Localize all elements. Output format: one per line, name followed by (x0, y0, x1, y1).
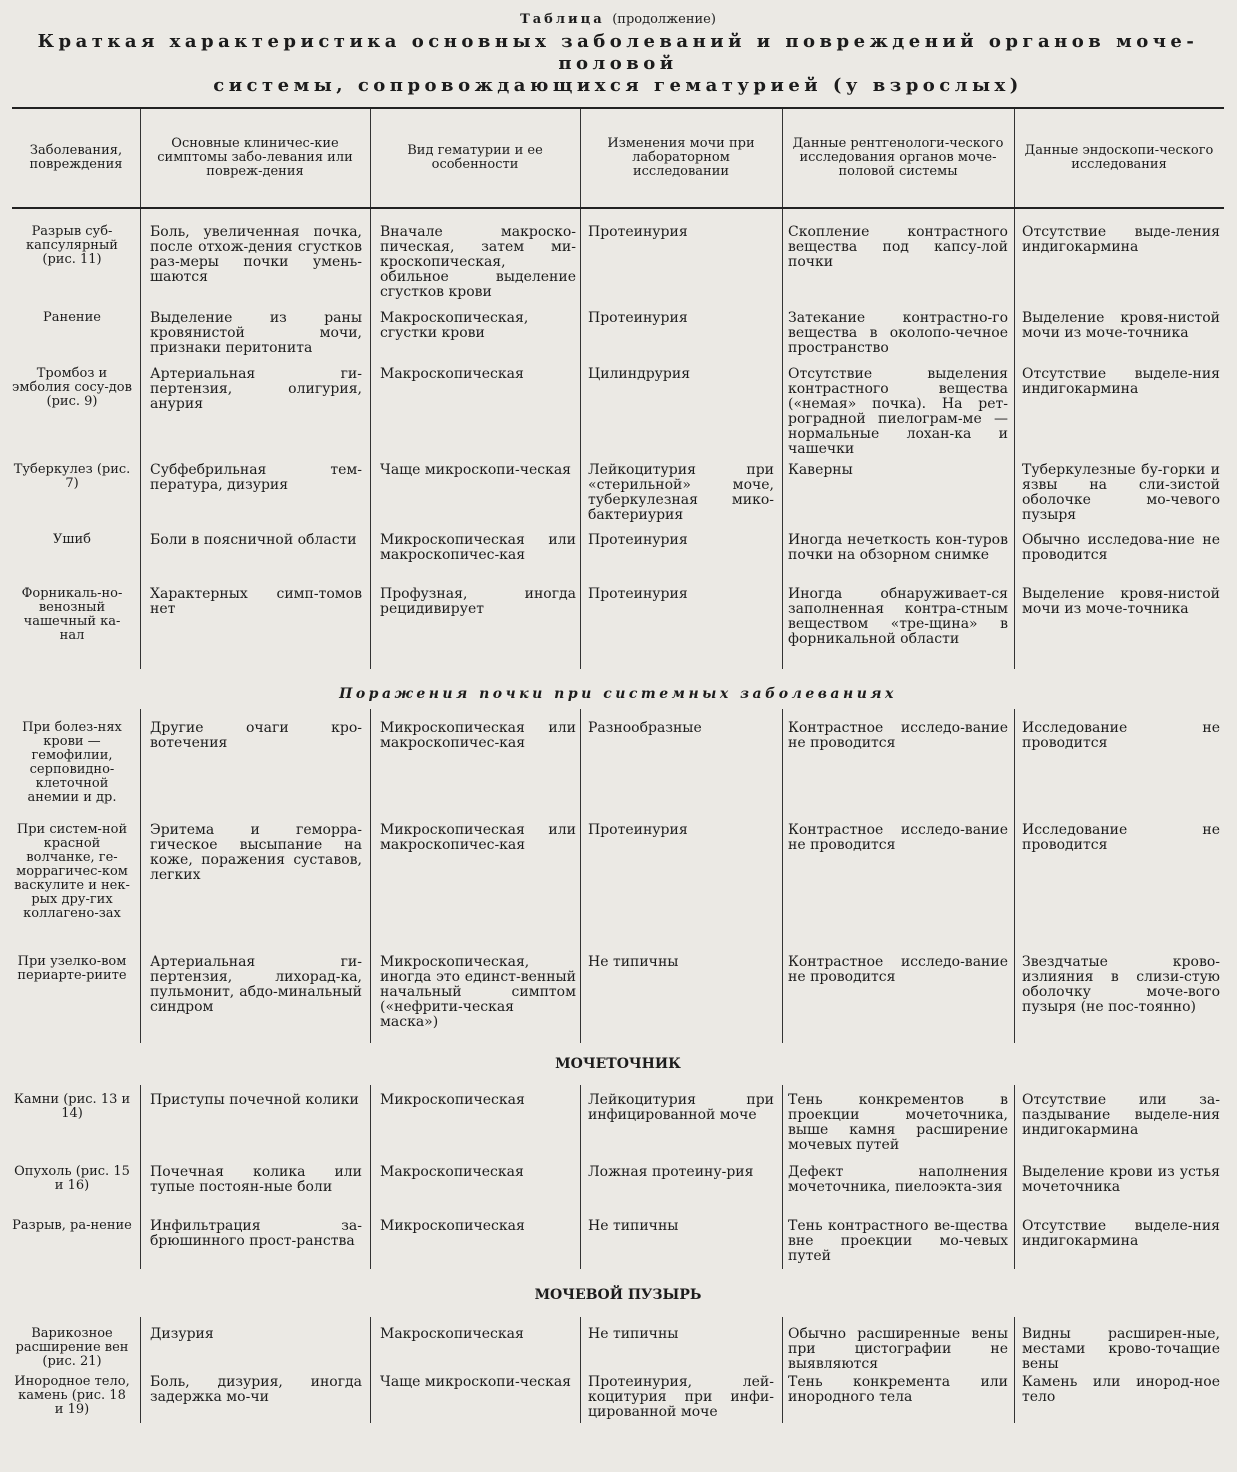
cell-xray: Иногда нечеткость кон-туров почки на обзорном снимке (788, 532, 1008, 563)
cell-symptoms: Выделение из раны кровянистой мочи, признаки перитонита (150, 310, 362, 356)
cell-disease: Варикозное расширение вен (рис. 21) (15, 1326, 129, 1369)
column-divider (580, 1317, 581, 1423)
cell-disease: Форникаль-но-венозный чашечный ка-нал (21, 586, 123, 643)
column-divider (370, 109, 371, 207)
cell-xray: Иногда обнаруживает-ся заполненная контра-стным веществом «тре-щина» в форникальной области (788, 586, 1008, 647)
caption-paren: (продолжение) (612, 12, 716, 27)
cell-endoscopy: Выделение крови из устья мочеточника (1022, 1164, 1220, 1195)
cell-urine: Протеинурия (588, 532, 688, 548)
cell-endoscopy: Обычно исследова-ние не проводится (1022, 532, 1220, 563)
cell-endoscopy: Отсутствие выделе-ния индигокармина (1022, 366, 1220, 397)
cell-xray: Тень конкрементов в проекции мочеточника, выше камня расширение мочевых путей (788, 1092, 1008, 1153)
cell-disease: При узелко-вом периарте-риите (17, 954, 127, 983)
cell-urine: Лейкоцитурия при «стерильной» моче, туберкулезная мико-бактериурия (588, 462, 774, 523)
table-title (12, 31, 1224, 97)
cell-urine: Не типичны (588, 1326, 679, 1342)
cell-disease: При болез-нях крови — гемофилии, серповидно-клеточной анемии и др. (22, 720, 122, 805)
cell-disease: Опухоль (рис. 15 и 16) (14, 1164, 130, 1193)
cell-xray: Тень конкремента или инородного тела (788, 1374, 1008, 1405)
header-cell: Изменения мочи при лабораторном исследовании (607, 136, 755, 179)
column-divider (370, 1317, 371, 1423)
cell-xray: Контрастное исследо-вание не проводится (788, 954, 1008, 985)
cell-endoscopy: Выделение кровя-нистой мочи из моче-точника (1022, 586, 1220, 617)
cell-hematuria: Микроскопическая (380, 1218, 525, 1234)
cell-hematuria: Вначале макроско-пическая, затем ми-кроскопическая, обильное выделение сгустков крови (380, 224, 576, 300)
column-divider (782, 709, 783, 1043)
cell-symptoms: Характерных симп-томов нет (150, 586, 362, 617)
cell-endoscopy: Выделение кровя-нистой мочи из моче-точника (1022, 310, 1220, 341)
cell-hematuria: Микроскопическая или макроскопичес-кая (380, 532, 576, 563)
column-divider (782, 109, 783, 207)
caption-word: Таблица (520, 12, 605, 27)
column-divider (1014, 1317, 1015, 1423)
cell-xray: Дефект наполнения мочеточника, пиелоэкта-зия (788, 1164, 1008, 1195)
cell-urine: Не типичны (588, 1218, 679, 1234)
cell-symptoms: Артериальная ги-пертензия, олигурия, анурия (150, 366, 362, 412)
cell-symptoms: Дизурия (150, 1326, 214, 1342)
cell-xray: Контрастное исследо-вание не проводится (788, 822, 1008, 853)
column-divider (140, 209, 141, 669)
cell-disease: Разрыв суб-капсулярный (рис. 11) (26, 224, 118, 267)
column-divider (782, 1085, 783, 1269)
column-divider (782, 1317, 783, 1423)
cell-hematuria: Микроскопическая, иногда это единст-венный начальный симптом («нефрити-ческая маска») (380, 954, 576, 1030)
cell-hematuria: Макроскопическая (380, 366, 524, 382)
cell-symptoms: Боль, увеличенная почка, после отхож-дения сгустков раз-меры почки умень-шаются (150, 224, 362, 285)
header-cell: Основные клиничес-кие симптомы забо-левания или повреж-дения (157, 136, 353, 179)
cell-endoscopy: Исследование не проводится (1022, 720, 1220, 751)
cell-xray: Отсутствие выделения контрастного вещества («немая» почка). На рет-роградной пиелограм-ме — нормальные лохан-ка и чашечки (788, 366, 1008, 457)
section-title: МОЧЕТОЧНИК (555, 1056, 681, 1072)
column-divider (580, 1085, 581, 1269)
cell-urine: Не типичны (588, 954, 679, 970)
title-line: системы, сопровождающихся гематурией (у взрослых) (213, 75, 1023, 96)
header-cell: Заболевания, повреждения (29, 143, 123, 172)
cell-disease: Разрыв, ра-нение (12, 1218, 132, 1233)
section-systemic (12, 709, 1224, 1043)
column-divider (140, 1085, 141, 1269)
cell-xray: Скопление контрастного вещества под капсу-лой почки (788, 224, 1008, 270)
cell-xray: Контрастное исследо-вание не проводится (788, 720, 1008, 751)
column-divider (580, 209, 581, 669)
header-cell: Данные рентгенологи-ческого исследования органов моче-половой системы (792, 136, 1004, 179)
cell-xray: Каверны (788, 462, 853, 478)
cell-urine: Протеинурия (588, 224, 688, 240)
cell-endoscopy: Камень или инород-ное тело (1022, 1374, 1220, 1405)
cell-symptoms: Артериальная ги-пертензия, лихорад-ка, пульмонит, абдо-минальный синдром (150, 954, 362, 1015)
cell-endoscopy: Видны расширен-ные, местами крово-точащие вены (1022, 1326, 1220, 1372)
column-divider (370, 209, 371, 669)
cell-symptoms: Приступы почечной колики (150, 1092, 359, 1108)
section-bladder (12, 1317, 1224, 1423)
section-ureter (12, 1085, 1224, 1269)
column-divider (1014, 709, 1015, 1043)
cell-symptoms: Другие очаги кро-вотечения (150, 720, 362, 751)
cell-urine: Ложная протеину-рия (588, 1164, 754, 1180)
cell-disease: Ушиб (53, 532, 91, 547)
cell-hematuria: Микроскопическая или макроскопичес-кая (380, 720, 576, 751)
cell-urine: Протеинурия (588, 310, 688, 326)
cell-symptoms: Субфебрильная тем-пература, дизурия (150, 462, 362, 493)
column-divider (580, 709, 581, 1043)
table-header (12, 109, 1224, 209)
cell-endoscopy: Отсутствие выделе-ния индигокармина (1022, 1218, 1220, 1249)
cell-urine: Протеинурия (588, 586, 688, 602)
cell-endoscopy: Исследование не проводится (1022, 822, 1220, 853)
cell-symptoms: Инфильтрация за-брюшинного прост-ранства (150, 1218, 362, 1249)
cell-urine: Протеинурия, лей-коцитурия при инфи-цированной моче (588, 1374, 774, 1420)
cell-disease: Тромбоз и эмболия сосу-дов (рис. 9) (12, 366, 132, 409)
column-divider (580, 109, 581, 207)
cell-hematuria: Чаще микроскопи-ческая (380, 1374, 572, 1390)
cell-hematuria: Макроскопическая (380, 1326, 524, 1342)
cell-disease: Ранение (43, 310, 101, 325)
cell-endoscopy: Туберкулезные бу-горки и язвы на сли-зистой оболочке мо-чевого пузыря (1022, 462, 1220, 523)
cell-xray: Затекание контрастно-го вещества в околопо-чечное пространство (788, 310, 1008, 356)
header-cell: Вид гематурии и ее особенности (407, 143, 543, 172)
table-caption (12, 12, 1224, 27)
section-title: МОЧЕВОЙ ПУЗЫРЬ (534, 1287, 702, 1303)
column-divider (1014, 109, 1015, 207)
cell-urine: Разнообразные (588, 720, 702, 736)
column-divider (140, 109, 141, 207)
column-divider (140, 1317, 141, 1423)
column-divider (782, 209, 783, 669)
cell-disease: Туберкулез (рис. 7) (13, 462, 131, 491)
cell-xray: Обычно расширенные вены при цистографии не выявляются (788, 1326, 1008, 1372)
column-divider (140, 709, 141, 1043)
section-title: Поражения почки при системных заболеваниях (339, 686, 897, 702)
cell-symptoms: Почечная колика или тупые постоян-ные боли (150, 1164, 362, 1195)
column-divider (1014, 1085, 1015, 1269)
cell-urine: Лейкоцитурия при инфицированной моче (588, 1092, 774, 1123)
cell-endoscopy: Отсутствие или за-паздывание выделе-ния индигокармина (1022, 1092, 1220, 1138)
cell-endoscopy: Звездчатые крово-излияния в слизи-стую оболочку моче-вого пузыря (не пос-тоянно) (1022, 954, 1220, 1015)
cell-urine: Протеинурия (588, 822, 688, 838)
cell-symptoms: Боли в поясничной области (150, 532, 357, 548)
cell-disease: Камни (рис. 13 и 14) (13, 1092, 131, 1121)
header-cell: Данные эндоскопи-ческого исследования (1024, 143, 1214, 172)
section-kidney (12, 209, 1224, 669)
cell-hematuria: Микроскопическая (380, 1092, 525, 1108)
cell-disease: Инородное тело, камень (рис. 18 и 19) (14, 1374, 130, 1417)
title-line: Краткая характеристика основных заболеваний и повреждений органов моче-половой (37, 31, 1199, 74)
cell-hematuria: Профузная, иногда рецидивирует (380, 586, 576, 617)
cell-hematuria: Чаще микроскопи-ческая (380, 462, 572, 478)
cell-urine: Цилиндрурия (588, 366, 691, 382)
cell-symptoms: Боль, дизурия, иногда задержка мо-чи (150, 1374, 362, 1405)
cell-symptoms: Эритема и геморра-гическое высыпание на коже, поражения суставов, легких (150, 822, 362, 883)
cell-disease: При систем-ной красной волчанке, ге-моррагичес-ком васкулите и нек-рых дру-гих коллагено-зах (14, 822, 130, 921)
cell-hematuria: Макроскопическая (380, 1164, 524, 1180)
cell-endoscopy: Отсутствие выде-ления индигокармина (1022, 224, 1220, 255)
column-divider (370, 1085, 371, 1269)
document-page (12, 8, 1224, 1423)
column-divider (370, 709, 371, 1043)
column-divider (1014, 209, 1015, 669)
cell-xray: Тень контрастного ве-щества вне проекции мо-чевых путей (788, 1218, 1008, 1264)
cell-hematuria: Микроскопическая или макроскопичес-кая (380, 822, 576, 853)
cell-hematuria: Макроскопическая, сгустки крови (380, 310, 529, 341)
